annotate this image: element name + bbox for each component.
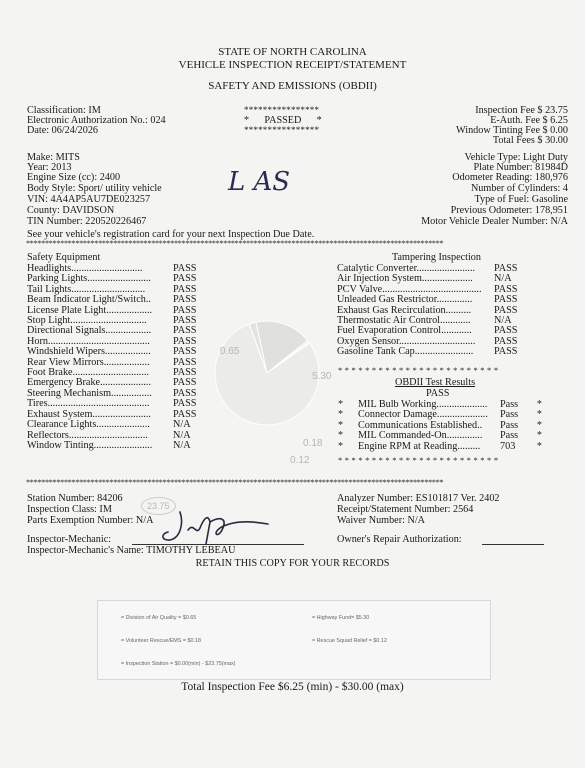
safety-item-row [27, 431, 196, 441]
safety-item-value: PASS [173, 273, 197, 285]
obd-item-star: * [338, 440, 344, 452]
obd-stars-bottom: * * * * * * * * * * * * * * * * * * * * * * * * [338, 455, 499, 465]
tamper-item-label: Gasoline Tank Cap....................... [337, 347, 474, 358]
tamper-item-value: PASS [494, 346, 518, 358]
passed-stars-bottom: **************** [244, 125, 320, 135]
divider-top: ************************************************************************************************************** [26, 239, 444, 248]
safety-item-value: N/A [173, 439, 191, 451]
total-fees: Total Fees $ 30.00 [492, 135, 568, 146]
divider-bottom: ************************************************************************************************************** [26, 478, 444, 487]
tamper-item-row [337, 295, 517, 305]
safety-item-value: PASS [173, 304, 197, 316]
safety-item-label: Tires........................................ [27, 399, 150, 410]
receipt-subtitle: SAFETY AND EMISSIONS (OBDII) [208, 80, 377, 92]
tamper-item-row [337, 264, 517, 274]
safety-item-label: Window Tinting....................... [27, 440, 153, 451]
tamper-item-value: PASS [494, 304, 518, 316]
handwritten-initials [222, 160, 312, 200]
safety-item-row [27, 441, 196, 451]
previous-odometer: Previous Odometer: 178,951 [450, 205, 568, 216]
legend-station: = Inspection Station = $0.00(min) - $23.75(max) [121, 661, 236, 667]
safety-item-row [27, 285, 196, 295]
safety-item-label: Beam Indicator Light/Switch.. [27, 295, 151, 306]
safety-item-label: Exhaust System....................... [27, 409, 151, 420]
legend-rescue: = Rescue Squad Relief = $0.12 [312, 638, 387, 644]
safety-heading: Safety Equipment [27, 252, 101, 263]
tamper-item-row [337, 347, 517, 357]
safety-item-value: PASS [173, 408, 197, 420]
eauth-fee: E-Auth. Fee $ 6.25 [490, 115, 568, 126]
safety-item-label: Stop Light.............................. [27, 316, 147, 327]
tamper-item-label: Air Injection System.................... [337, 274, 473, 285]
safety-item-row [27, 378, 196, 388]
tin-number: TIN Number: 220520226467 [27, 216, 147, 227]
safety-item-label: License Plate Light.................. [27, 305, 153, 316]
waiver-number: Waiver Number: N/A [337, 515, 426, 526]
receipt-title: VEHICLE INSPECTION RECEIPT/STATEMENT [178, 59, 407, 71]
tamper-item-row [337, 326, 517, 336]
safety-list [27, 264, 196, 451]
inspector-signature [150, 504, 275, 548]
safety-item-row [27, 264, 196, 274]
safety-item-row [27, 326, 196, 336]
tamper-item-label: Fuel Evaporation Control............ [337, 326, 472, 337]
owner-signature-line [482, 544, 544, 545]
tamper-item-row [337, 274, 517, 284]
fee-pie-chart [212, 318, 322, 428]
obd-item-star: * [338, 399, 344, 410]
safety-item-row [27, 316, 196, 326]
tamper-item-value: N/A [494, 315, 512, 327]
engine-size: Engine Size (cc): 2400 [27, 172, 121, 183]
wm-label-volunteer: 0.18 [303, 438, 323, 449]
safety-item-row [27, 295, 196, 305]
body-style: Body Style: Sport/ utility vehicle [27, 183, 162, 194]
authorization-number: Electronic Authorization No.: 024 [27, 115, 166, 126]
tamper-item-value: N/A [494, 273, 512, 285]
inspection-date: Date: 06/24/2026 [27, 125, 99, 136]
tamper-item-value: PASS [494, 325, 518, 337]
obd-item-value: Pass [500, 409, 519, 421]
inspection-fee: Inspection Fee $ 23.75 [475, 105, 568, 116]
plate-number: Plate Number: 81984D [473, 162, 568, 173]
safety-item-label: Directional Signals.................. [27, 326, 152, 337]
safety-item-value: PASS [173, 398, 197, 410]
wm-label-air: 0.65 [220, 346, 240, 357]
safety-item-label: Reflectors............................... [27, 430, 148, 441]
safety-item-value: PASS [173, 263, 197, 274]
safety-item-value: PASS [173, 335, 197, 347]
obd-item-label: Engine RPM at Reading......... [358, 441, 481, 452]
obd-list [338, 400, 542, 452]
wm-label-rescue: 0.12 [290, 455, 310, 466]
tamper-item-row [337, 337, 517, 347]
cylinders: Number of Cylinders: 4 [470, 183, 568, 194]
safety-item-value: PASS [173, 325, 197, 337]
safety-item-label: Emergency Brake.................... [27, 378, 152, 389]
total-inspection-fee: Total Inspection Fee $6.25 (min) - $30.00 (max) [181, 681, 404, 693]
mechanic-name: Inspector-Mechanic's Name: TIMOTHY LEBEAU [27, 545, 236, 556]
safety-item-row [27, 399, 196, 409]
vehicle-year: Year: 2013 [27, 162, 72, 173]
tamper-item-label: Exhaust Gas Recirculation.......... [337, 305, 472, 316]
obd-item-label: Connector Damage.................... [358, 410, 488, 421]
tamper-item-value: PASS [494, 263, 518, 274]
safety-item-row [27, 347, 196, 357]
tampering-list [337, 264, 517, 358]
initials-text: L AS [228, 167, 291, 197]
receipt-number: Receipt/Statement Number: 2564 [337, 504, 474, 515]
tamper-item-label: Oxygen Sensor.............................. [337, 336, 476, 347]
safety-item-value: PASS [173, 367, 197, 379]
safety-item-row [27, 410, 196, 420]
obd-item-value: 703 [500, 440, 516, 452]
safety-item-value: PASS [173, 356, 197, 368]
safety-item-label: Windshield Wipers.................. [27, 347, 151, 358]
passed-status: * PASSED * [244, 115, 322, 126]
safety-item-row [27, 358, 196, 368]
tamper-item-row [337, 306, 517, 316]
dealer-number: Motor Vehicle Dealer Number: N/A [421, 216, 568, 227]
tinting-fee: Window Tinting Fee $ 0.00 [456, 125, 568, 136]
inspector-mechanic: Inspector-Mechanic: [27, 534, 112, 545]
due-date-note: See your vehicle's registration card for your next Inspection Due Date. [27, 229, 315, 240]
obd-stars-top: * * * * * * * * * * * * * * * * * * * * * * * * [338, 365, 499, 375]
safety-item-row [27, 306, 196, 316]
safety-item-label: Headlights............................ [27, 264, 143, 274]
safety-item-value: N/A [173, 419, 191, 431]
station-number: Station Number: 84206 [27, 493, 123, 504]
tamper-item-value: PASS [494, 335, 518, 347]
safety-item-row [27, 389, 196, 399]
obd-item-value: Pass [500, 419, 519, 431]
fee-legend [97, 600, 491, 680]
county: County: DAVIDSON [27, 205, 115, 216]
safety-item-value: PASS [173, 283, 197, 295]
safety-item-value: PASS [173, 387, 197, 399]
parts-exemption: Parts Exemption Number: N/A [27, 515, 154, 526]
retain-notice: RETAIN THIS COPY FOR YOUR RECORDS [195, 558, 390, 569]
tampering-heading: Tampering Inspection [392, 252, 481, 263]
vehicle-make: Make: MITS [27, 152, 80, 163]
tamper-item-row [337, 285, 517, 295]
tamper-item-value: PASS [494, 283, 518, 295]
obd-item-star: * [338, 419, 344, 431]
classification: Classification: IM [27, 105, 101, 116]
obd-item-row [338, 442, 542, 452]
safety-item-value: PASS [173, 315, 197, 327]
safety-item-label: Steering Mechanism................ [27, 388, 152, 399]
safety-item-value: N/A [173, 429, 191, 441]
safety-item-label: Foot Brake.............................. [27, 368, 149, 379]
safety-item-row [27, 274, 196, 284]
safety-item-label: Clearance Lights..................... [27, 420, 150, 431]
tamper-item-label: PCV Valve....................................... [337, 284, 482, 295]
obd-item-star: * [536, 409, 542, 421]
legend-air-quality: = Division of Air Quality = $0.65 [121, 615, 197, 621]
owner-authorization: Owner's Repair Authorization: [337, 534, 462, 545]
safety-item-label: Rear View Mirrors.................. [27, 357, 150, 368]
safety-item-label: Tail Lights............................. [27, 284, 146, 295]
obd-item-value: Pass [500, 399, 519, 410]
safety-item-row [27, 368, 196, 378]
obd-item-star: * [536, 419, 542, 431]
fuel-type: Type of Fuel: Gasoline [474, 194, 568, 205]
safety-item-value: PASS [173, 346, 197, 358]
odometer-reading: Odometer Reading: 180,976 [452, 172, 568, 183]
tamper-item-row [337, 316, 517, 326]
obd-item-star: * [536, 399, 542, 410]
safety-item-row [27, 420, 196, 430]
safety-item-value: PASS [173, 294, 197, 306]
obd-heading: OBDII Test Results [395, 377, 476, 388]
wm-label-station: 23.75 [141, 497, 176, 515]
obd-result: PASS [426, 388, 450, 399]
obd-item-star: * [338, 430, 344, 442]
safety-item-label: Horn........................................ [27, 336, 150, 347]
vehicle-type: Vehicle Type: Light Duty [464, 152, 568, 163]
state-title: STATE OF NORTH CAROLINA [218, 46, 367, 58]
safety-item-row [27, 337, 196, 347]
obd-item-label: MIL Commanded-On.............. [358, 431, 483, 442]
vin: VIN: 4A4AP5AU7DE023257 [27, 194, 151, 205]
analyzer-number: Analyzer Number: ES101817 Ver. 2402 [337, 493, 500, 504]
tamper-item-label: Unleaded Gas Restrictor.............. [337, 295, 473, 306]
inspection-class: Inspection Class: IM [27, 504, 112, 515]
legend-volunteer: = Volunteer Rescue/EMS = $0.18 [121, 638, 202, 644]
legend-highway: = Highway Fund= $5.30 [312, 615, 370, 621]
obd-item-star: * [536, 430, 542, 442]
obd-item-label: MIL Bulb Working.................... [358, 400, 488, 410]
wm-label-highway: 5.30 [312, 371, 332, 382]
safety-item-value: PASS [173, 377, 197, 389]
safety-item-label: Parking Lights......................... [27, 274, 151, 285]
tamper-item-label: Thermostatic Air Control............ [337, 316, 471, 327]
obd-item-star: * [536, 440, 542, 452]
obd-item-value: Pass [500, 430, 519, 442]
tamper-item-label: Catalytic Converter....................... [337, 264, 476, 274]
passed-stars-top: **************** [244, 105, 320, 115]
obd-item-star: * [338, 409, 344, 421]
tamper-item-value: PASS [494, 294, 518, 306]
obd-item-label: Communications Established.. [358, 420, 483, 431]
